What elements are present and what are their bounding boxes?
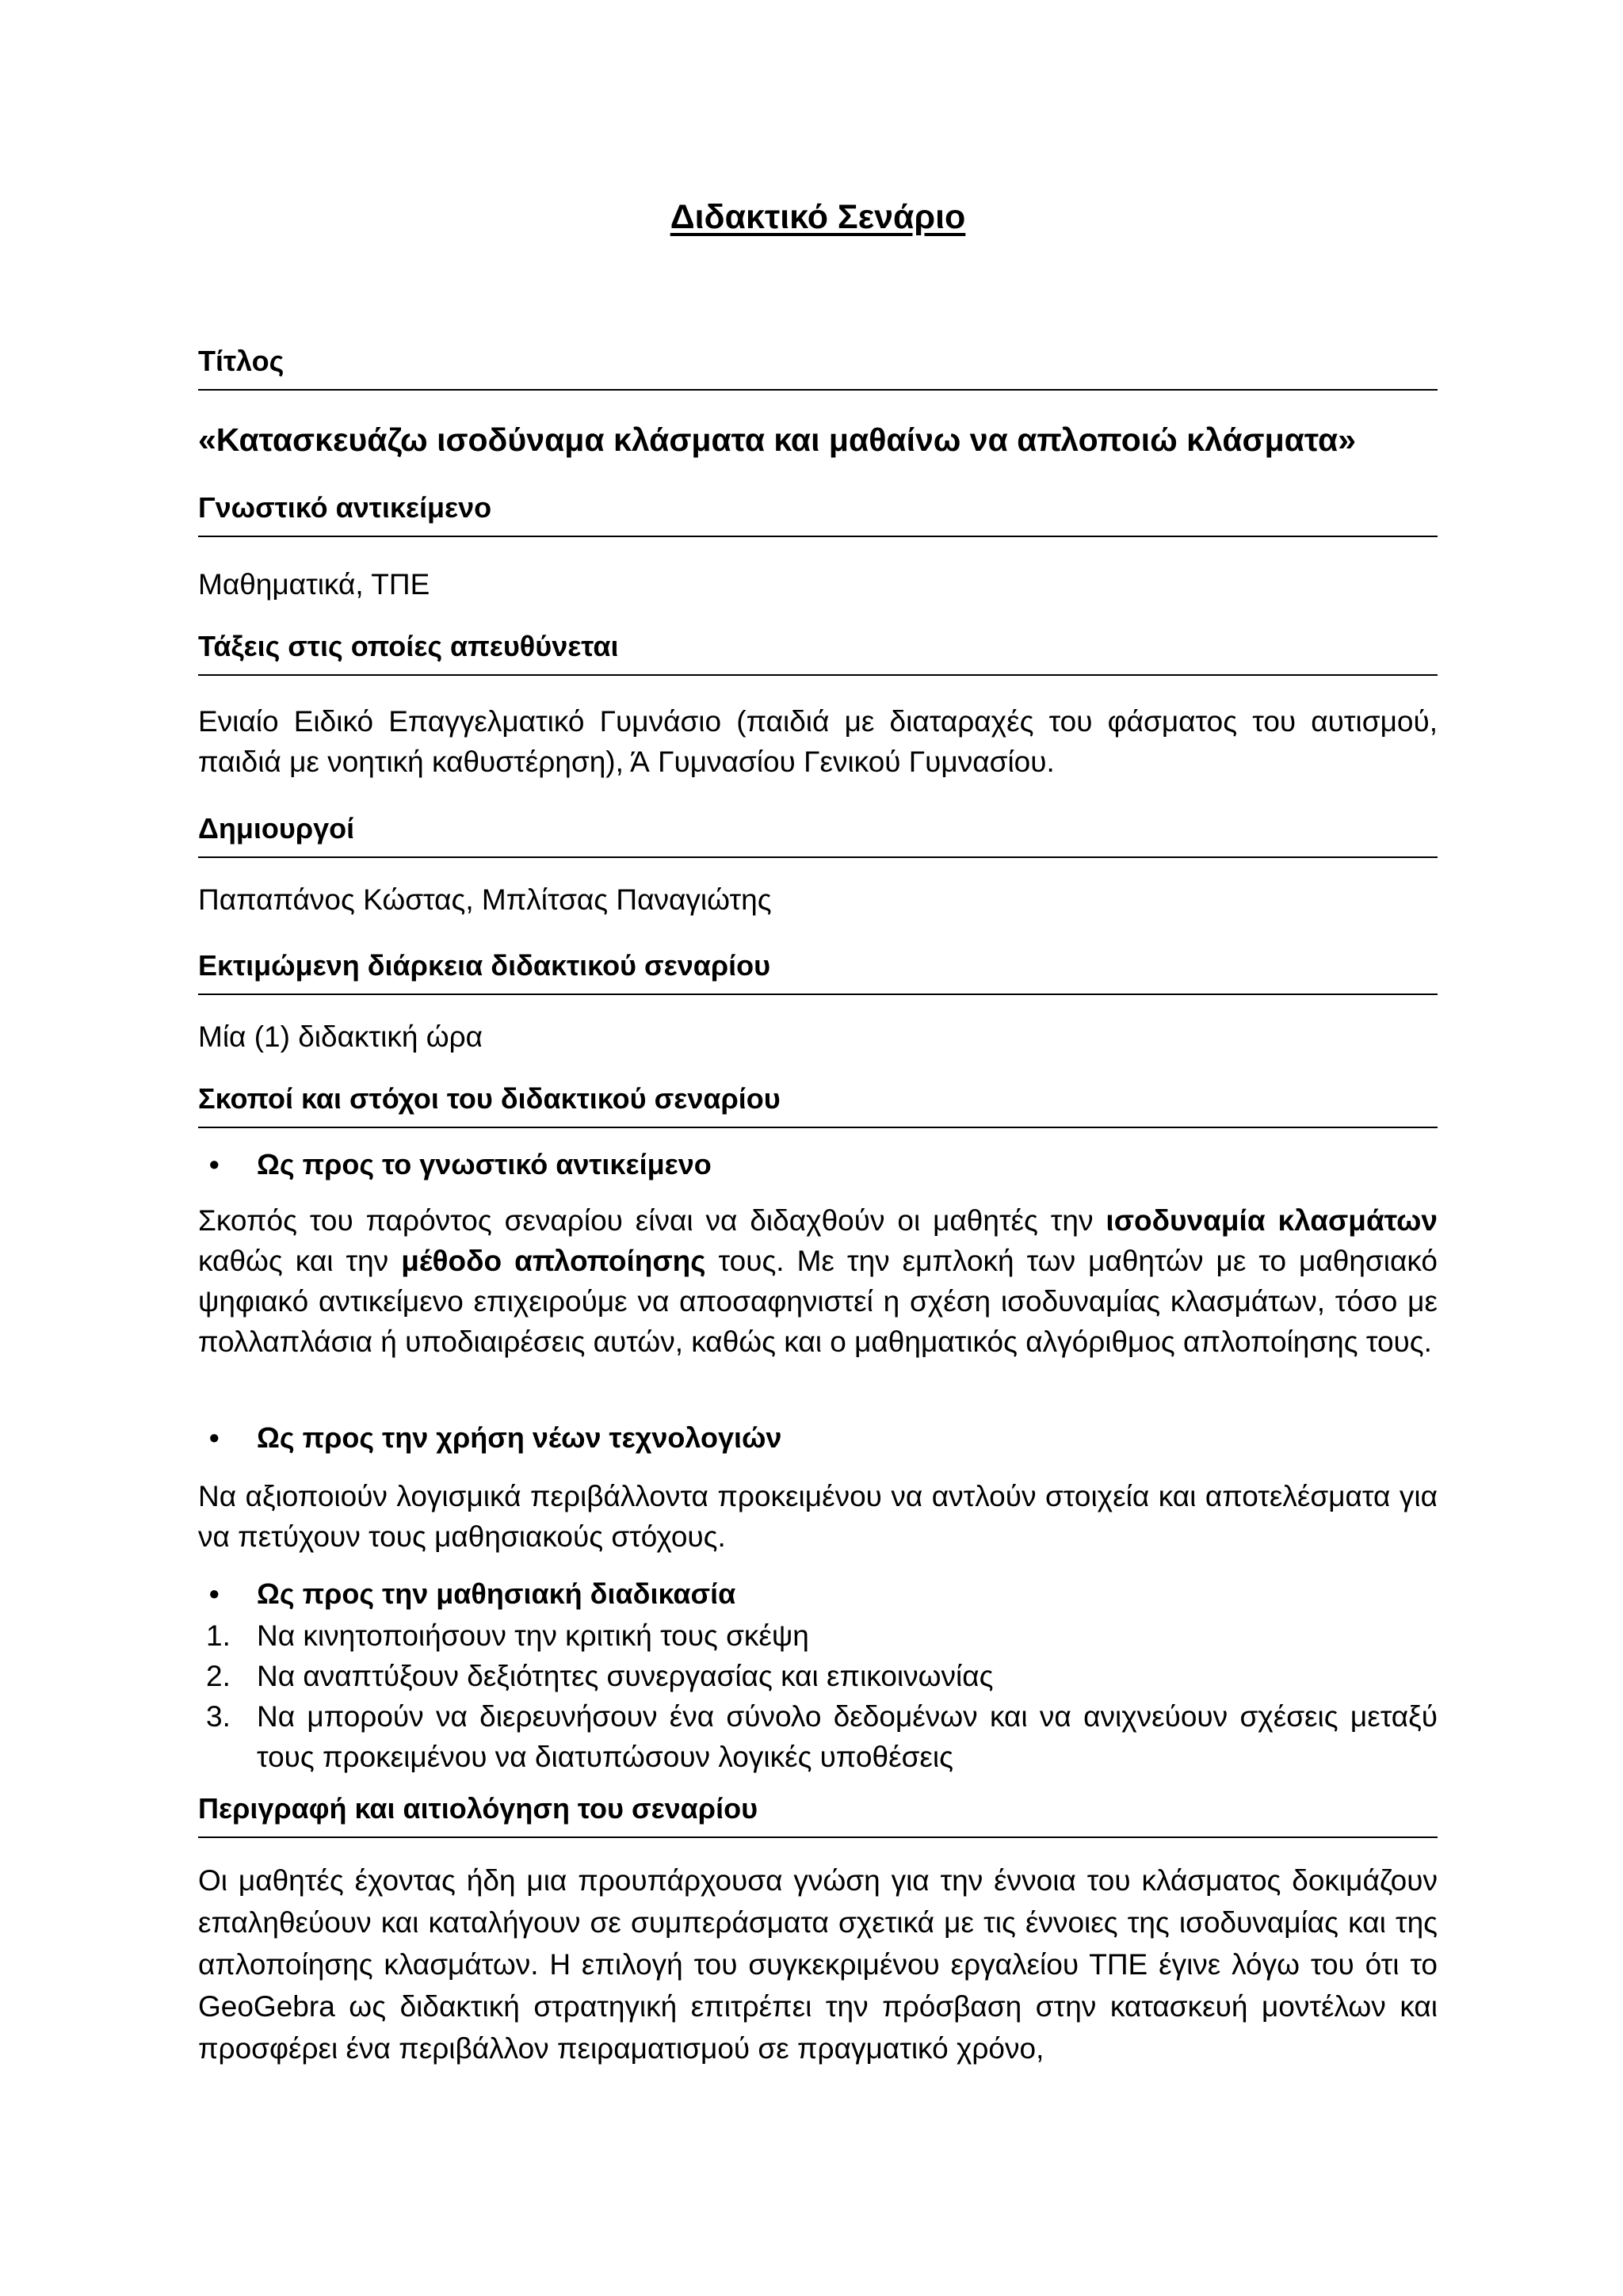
section-heading-classes: Τάξεις στις οποίες απευθύνεται <box>198 630 1438 676</box>
list-item-text: Να αναπτύξουν δεξιότητες συνεργασίας και επικοινωνίας <box>257 1660 994 1692</box>
section-heading-duration: Εκτιμώμενη διάρκεια διδακτικού σεναρίου <box>198 949 1438 995</box>
goal1-text: Σκοπός του παρόντος σεναρίου είναι να διδαχθούν οι μαθητές την <box>198 1204 1106 1237</box>
subject-value: Μαθηματικά, ΤΠΕ <box>198 568 430 601</box>
scenario-title: «Κατασκευάζω ισοδύναμα κλάσματα και μαθαίνω να απλοποιώ κλάσματα» <box>198 421 1357 458</box>
list-item-text: Να μπορούν να διερευνήσουν ένα σύνολο δεδομένων και να ανιχνεύουν σχέσεις μεταξύ τους προκειμένου να διατυπώσουν λογικές υποθέσεις <box>257 1700 1438 1773</box>
list-item <box>198 1696 1438 1777</box>
goal1-emphasis: μέθοδο απλοποίησης <box>401 1245 706 1277</box>
goal-heading: Ως προς την μαθησιακή διαδικασία <box>257 1577 736 1610</box>
list-item <box>198 1615 1438 1656</box>
section-heading-goals: Σκοποί και στόχοι του διδακτικού σεναρίου <box>198 1082 1438 1128</box>
bullet-icon: • <box>209 1577 220 1610</box>
list-number: 3. <box>206 1700 231 1733</box>
goal1-text: τους. Με την εμπλοκή των μαθητών με το μαθησιακό ψηφιακό αντικείμενο επιχειρούμε να αποσαφηνιστεί η σχέση ισοδυναμίας κλασμάτων, τόσο με πολλαπλάσια ή υποδιαιρέσεις αυτών, καθώς και ο μαθηματικός αλγόριθμος απλοποίησης τους. <box>198 1245 1438 1358</box>
bullet-icon: • <box>209 1421 220 1454</box>
goal-bullet-technology <box>198 1421 1438 1455</box>
goal1-emphasis: ισοδυναμία κλασμάτων <box>1106 1204 1438 1237</box>
goal-bullet-learning <box>198 1577 1438 1611</box>
goal-bullet-subject <box>198 1147 1438 1182</box>
list-item-text: Να κινητοποιήσουν την κριτική τους σκέψη <box>257 1619 809 1652</box>
section-heading-title: Τίτλος <box>198 345 1438 391</box>
goal1-paragraph <box>198 1200 1438 1362</box>
description-paragraph: Οι μαθητές έχοντας ήδη μια προυπάρχουσα γνώση για την έννοια του κλάσματος δοκιμάζουν επαληθεύουν και καταλήγουν σε συμπεράσματα σχετικά με τις έννοιες της ισοδυναμίας και της απλοποίησης κλασμάτων. Η επιλογή του συγκεκριμένου εργαλείου ΤΠΕ έγινε λόγω του ότι το GeoGebra ως διδακτική στρατηγική επιτρέπει την πρόσβαση στην κατασκευή μοντέλων και προσφέρει ένα περιβάλλον πειραματισμού σε πραγματικό χρόνο, <box>198 1864 1438 2065</box>
goal-heading: Ως προς την χρήση νέων τεχνολογιών <box>257 1421 782 1454</box>
goal2-paragraph: Να αξιοποιούν λογισμικά περιβάλλοντα προκειμένου να αντλούν στοιχεία και αποτελέσματα για να πετύχουν τους μαθησιακούς στόχους. <box>198 1480 1438 1553</box>
duration-value: Μία (1) διδακτική ώρα <box>198 1020 483 1053</box>
creators-value: Παπαπάνος Κώστας, Μπλίτσας Παναγιώτης <box>198 883 772 916</box>
section-heading-subject: Γνωστικό αντικείμενο <box>198 491 1438 537</box>
goal1-text: καθώς και την <box>198 1245 402 1277</box>
document-title: Διδακτικό Σενάριο <box>670 198 966 236</box>
list-item <box>198 1656 1438 1696</box>
list-number: 2. <box>206 1660 231 1692</box>
section-heading-creators: Δημιουργοί <box>198 812 1438 858</box>
section-heading-description: Περιγραφή και αιτιολόγηση του σεναρίου <box>198 1792 1438 1838</box>
list-number: 1. <box>206 1619 231 1652</box>
goal-heading: Ως προς το γνωστικό αντικείμενο <box>257 1148 712 1180</box>
classes-value: Ενιαίο Ειδικό Επαγγελματικό Γυμνάσιο (παιδιά με διαταραχές του φάσματος του αυτισμού, παιδιά με νοητική καθυστέρηση), Ά Γυμνασίου Γενικού Γυμνασίου. <box>198 705 1438 778</box>
bullet-icon: • <box>209 1148 220 1180</box>
